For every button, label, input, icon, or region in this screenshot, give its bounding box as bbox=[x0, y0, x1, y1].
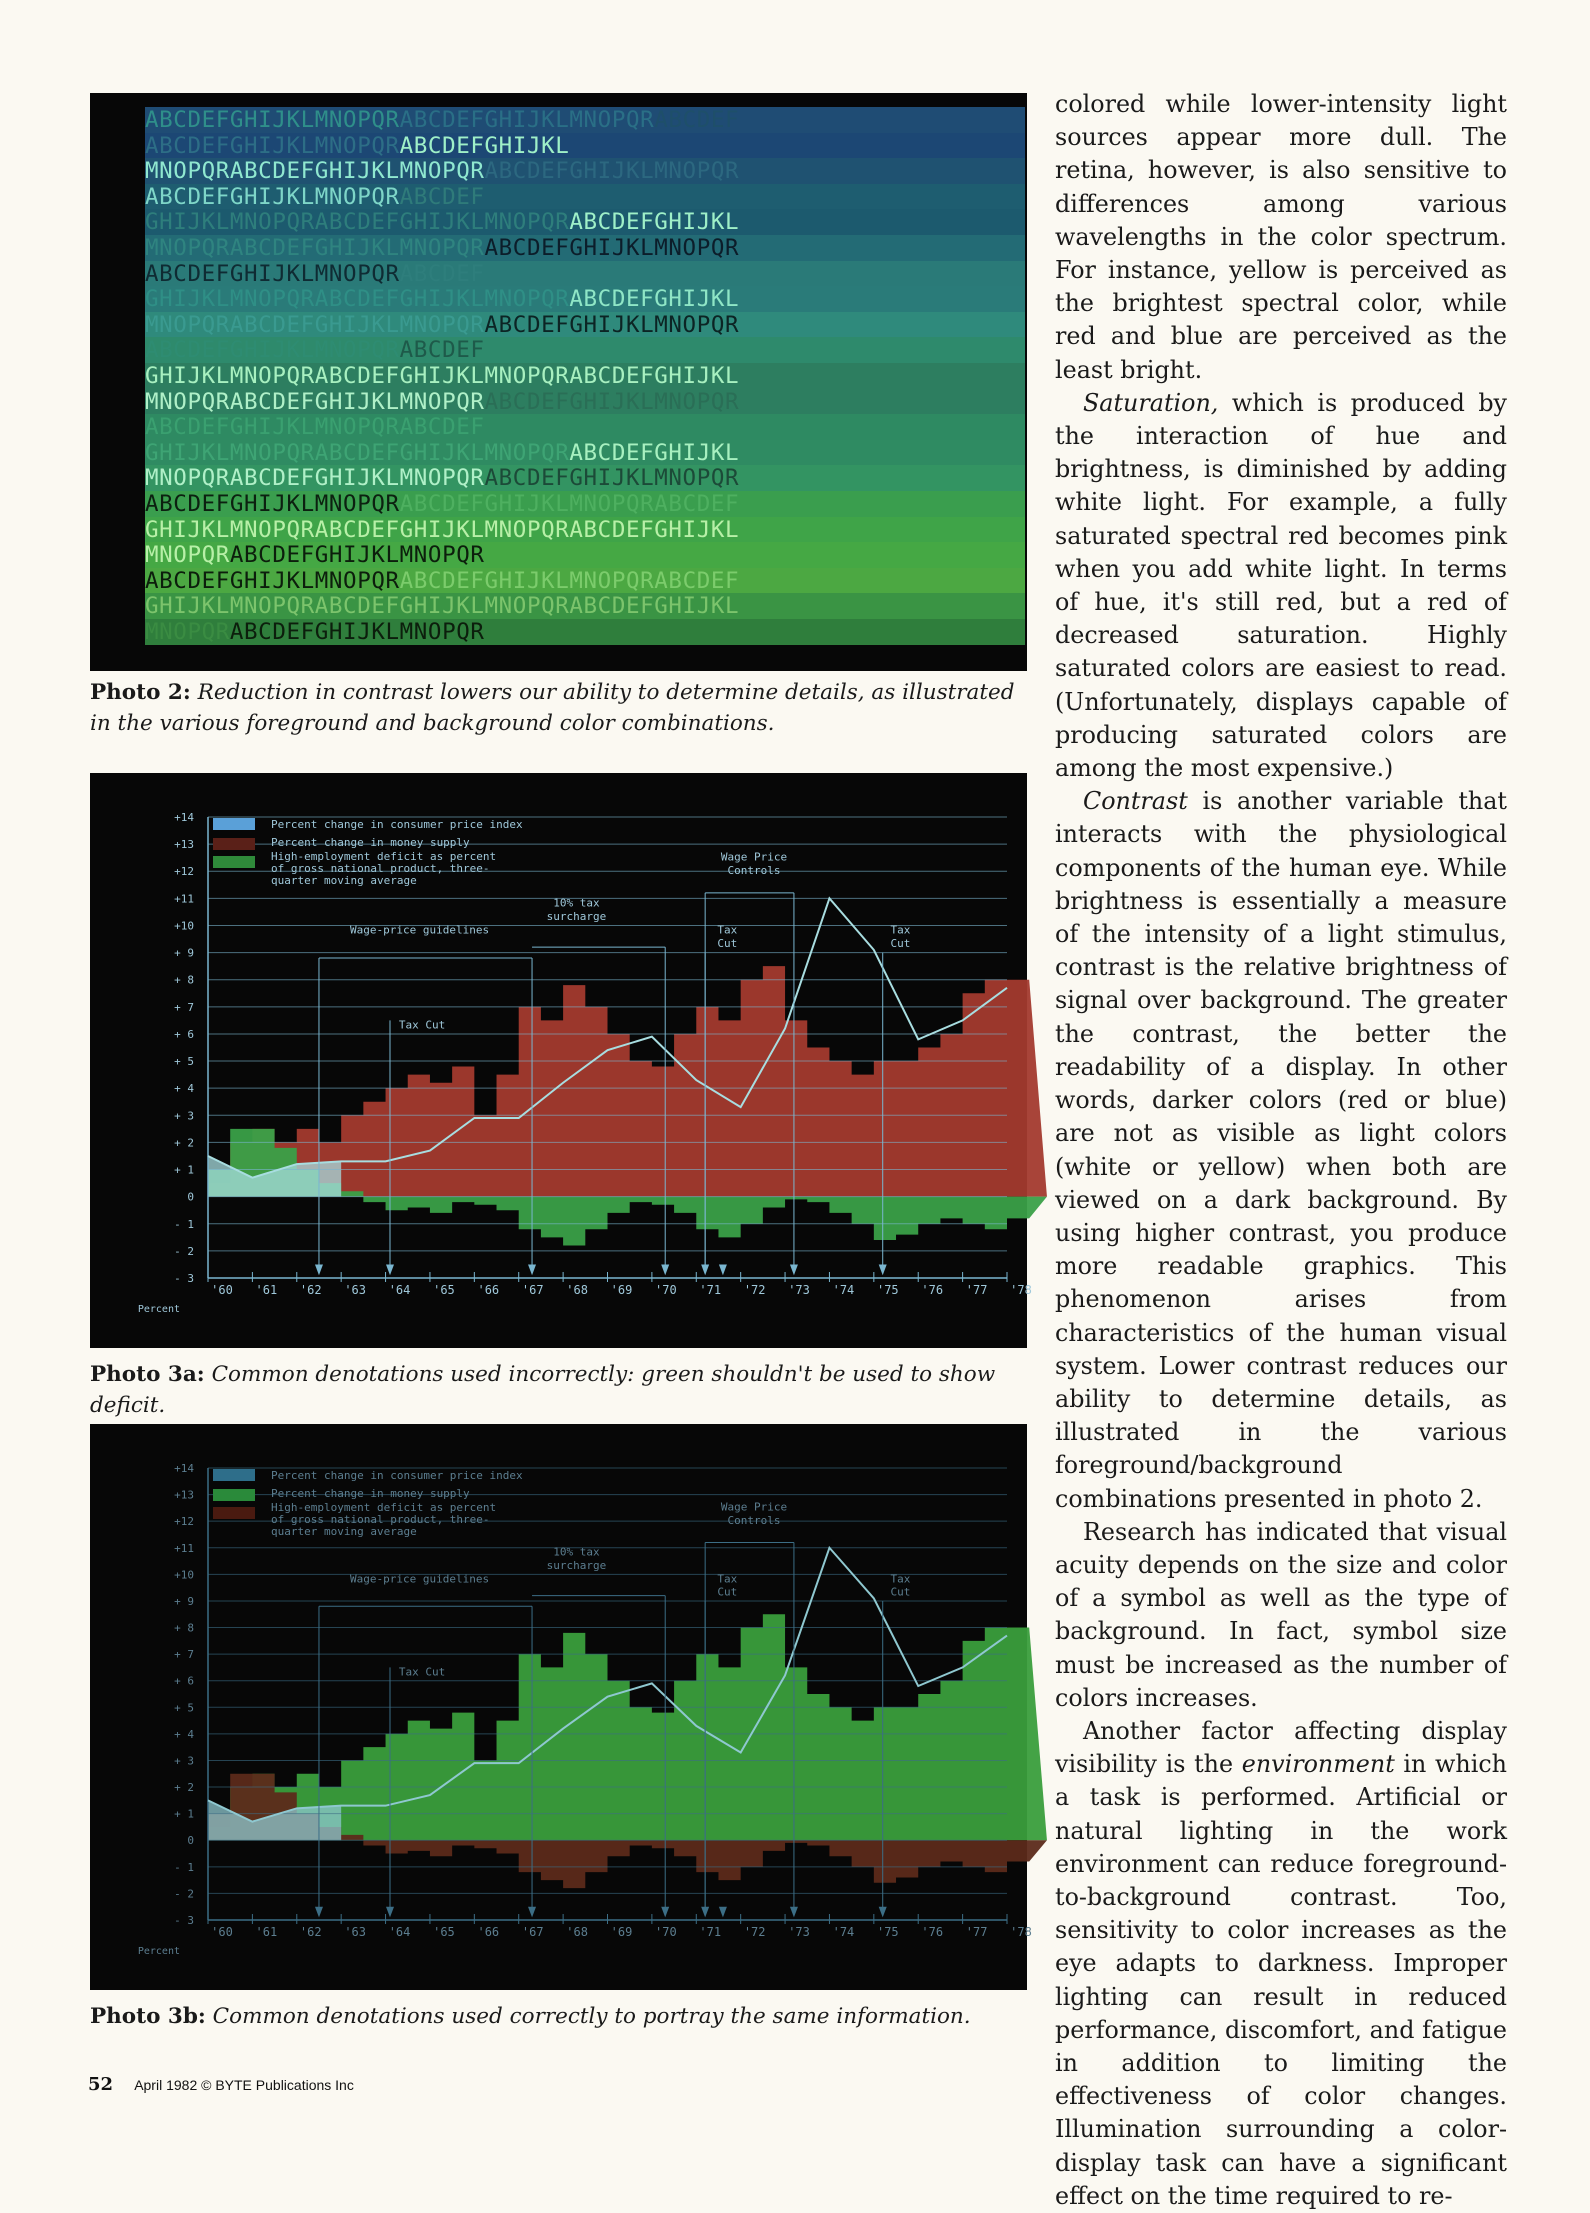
text-row bbox=[145, 465, 1025, 491]
text-row bbox=[145, 491, 1025, 517]
event-arrow bbox=[661, 1907, 669, 1918]
y-tick-label: + 4 bbox=[174, 1727, 194, 1741]
x-tick-label: '77 bbox=[965, 1283, 988, 1297]
y-tick-label: - 2 bbox=[174, 1887, 194, 1901]
text-segment: MNOPQRABCDEFGHIJKLMNOPQR bbox=[145, 235, 485, 261]
body-paragraph bbox=[1055, 1715, 1507, 2213]
text-segment: ABCDEF bbox=[399, 337, 485, 364]
text-segment: ABCDEF bbox=[399, 260, 485, 287]
text-segment: GHIJKLMNOPQRABCDEFGHIJKLMNOPQR bbox=[145, 439, 570, 466]
photo-3b-chart bbox=[90, 1424, 1032, 1990]
annotation-tax-surcharge: 10% tax bbox=[553, 1545, 600, 1559]
text-segment: ABCDEFGHIJKL bbox=[569, 363, 740, 389]
text-segment: MNOPQRABCDEFGHIJKLMNOPQR bbox=[145, 388, 485, 415]
caption-label: Photo 3b: bbox=[90, 2004, 206, 2029]
y-tick-label: +14 bbox=[174, 811, 194, 824]
caption-text: Reduction in contrast lowers our ability to determine details, as illustrated in the various foreground and background color combinations. bbox=[90, 680, 1015, 736]
text-segment: ABCDEFGHIJKLMNOPQR bbox=[229, 542, 485, 569]
text-segment: MNOPQRABCDEFGHIJKLMNOPQR bbox=[145, 465, 485, 492]
text-run: in which a task is performed. Artificial or natural lighting in the work environment can reduce foreground-to-background contrast. Too, sensitivity to color increases as the eye adapts to darkness. Improper lighting can result in reduced performance, discomfort, and fatigue in addition to limiting the effectiveness of color changes. Illumination surrounding a color-display task can have a significant effect on the time required to re- bbox=[1055, 1750, 1507, 2210]
y-tick-label: + 5 bbox=[174, 1701, 194, 1715]
x-tick-label: '71 bbox=[699, 1925, 722, 1939]
text-row bbox=[145, 133, 1025, 159]
y-tick-label: +12 bbox=[174, 865, 194, 879]
annotation-tax-cut-2: Tax bbox=[717, 1572, 738, 1586]
text-segment: MNOPQR bbox=[145, 542, 230, 569]
y-tick-label: +12 bbox=[174, 1515, 194, 1529]
annotation-tax-cut: Tax Cut bbox=[398, 1665, 446, 1679]
article-body-column bbox=[1055, 88, 1507, 2213]
legend-cpi: Percent change in consumer price index bbox=[271, 1469, 523, 1482]
y-axis-label: Percent bbox=[137, 1304, 180, 1315]
x-tick-label: '75 bbox=[876, 1925, 899, 1939]
annotation-wage-price-controls: Wage Price bbox=[720, 850, 788, 864]
y-tick-label: +10 bbox=[174, 1568, 194, 1582]
annotation-tax-cut-2b: Cut bbox=[717, 937, 738, 951]
y-tick-label: + 8 bbox=[174, 973, 194, 987]
y-tick-label: +13 bbox=[174, 1488, 194, 1502]
text-segment: ABCDEFGHIJKLMNOPQR bbox=[145, 491, 400, 517]
x-tick-label: '64 bbox=[388, 1925, 411, 1939]
y-tick-label: + 9 bbox=[174, 946, 194, 960]
legend-money: Percent change in money supply bbox=[271, 1487, 470, 1500]
text-segment: ABCDEFGHIJKLMNOPQR bbox=[399, 107, 655, 133]
legend-swatch-deficit bbox=[213, 856, 255, 868]
x-tick-label: '61 bbox=[255, 1283, 278, 1297]
text-segment: ABCDEFGHIJKLMNOPQR bbox=[145, 260, 400, 287]
caption-label: Photo 3a: bbox=[90, 1362, 205, 1387]
text-segment: ABCDEFGHIJKLMNOPQR bbox=[145, 567, 400, 594]
legend-swatch-cpi bbox=[213, 818, 255, 830]
x-tick-label: '61 bbox=[255, 1925, 278, 1939]
text-segment: ABCDEFGHIJKLMNOPQR bbox=[484, 311, 740, 338]
text-segment: ABCDEFGHIJKLMNOPQR bbox=[229, 619, 485, 645]
y-tick-label: + 3 bbox=[174, 1109, 194, 1123]
text-segment: ABCDEF bbox=[399, 183, 485, 210]
text-run: which is produced by the interaction of hue and brightness, is diminished by adding white light. For example, a fully saturated spectral red becomes pink when you add white light. In terms of hue, it's still red, but a red of decreased saturation. Highly saturated colors are easiest to read. (Unfortunately, displays capable of producing saturated colors are among the most expensive.) bbox=[1055, 388, 1507, 783]
footer-credit: April 1982 © BYTE Publications Inc bbox=[134, 2077, 354, 2093]
event-arrow bbox=[386, 1264, 394, 1275]
y-tick-label: - 1 bbox=[174, 1860, 194, 1874]
annotation-tax-cut-2: Tax bbox=[717, 923, 738, 937]
annotation-tax-cut-3b: Cut bbox=[890, 937, 911, 951]
x-tick-label: '78 bbox=[1010, 1925, 1032, 1939]
text-segment: ABCDEFGHIJKL bbox=[569, 209, 740, 236]
text-segment: ABCDEFGHIJKL bbox=[569, 286, 740, 313]
x-tick-label: '78 bbox=[1010, 1283, 1032, 1297]
italic-term: Saturation, bbox=[1083, 388, 1219, 417]
text-segment: GHIJKLMNOPQRABCDEFGHIJKLMNOPQR bbox=[145, 209, 570, 236]
text-row bbox=[145, 286, 1025, 312]
body-paragraph bbox=[1055, 88, 1507, 387]
annotation-tax-cut: Tax Cut bbox=[398, 1018, 446, 1032]
body-paragraph bbox=[1055, 387, 1507, 785]
body-paragraph bbox=[1055, 785, 1507, 1515]
x-tick-label: '67 bbox=[521, 1283, 544, 1297]
text-row bbox=[145, 363, 1025, 389]
text-segment: MNOPQRABCDEFGHIJKLMNOPQR bbox=[145, 158, 485, 185]
text-segment: ABCDEFGHIJKLMNOPQR bbox=[145, 337, 400, 364]
x-tick-label: '74 bbox=[832, 1283, 855, 1297]
text-segment: MNOPQR bbox=[145, 619, 230, 645]
legend-swatch-cpi bbox=[213, 1469, 255, 1481]
text-row bbox=[145, 517, 1025, 543]
x-tick-label: '65 bbox=[433, 1283, 455, 1297]
legend-swatch-deficit bbox=[213, 1507, 255, 1519]
text-run: Research has indicated that visual acuity depends on the size and color of a symbol as well as the type of background. In fact, symbol size must be increased as the number of colors increases. bbox=[1055, 1517, 1507, 1712]
annotation-wage-price-guidelines: Wage-price guidelines bbox=[350, 1572, 490, 1586]
text-segment: ABCDEFGHIJKLMNOPQRABCDEF bbox=[399, 491, 740, 517]
chart-3b bbox=[90, 1424, 1032, 1990]
y-tick-label: - 2 bbox=[174, 1244, 194, 1258]
caption-label: Photo 2: bbox=[90, 680, 191, 705]
text-row bbox=[145, 568, 1025, 594]
x-tick-label: '62 bbox=[299, 1283, 322, 1297]
annotation-tax-cut-3: Tax bbox=[890, 923, 911, 937]
text-row bbox=[145, 619, 1025, 645]
text-segment: ABCDEFGHIJKLMNOPQR bbox=[145, 132, 400, 159]
event-arrow bbox=[879, 1264, 887, 1275]
y-tick-label: + 9 bbox=[174, 1594, 194, 1608]
y-tick-label: + 7 bbox=[174, 1648, 194, 1662]
text-row bbox=[145, 209, 1025, 235]
y-tick-label: + 1 bbox=[174, 1163, 194, 1177]
y-tick-label: +10 bbox=[174, 919, 194, 933]
y-tick-label: 0 bbox=[187, 1190, 194, 1204]
text-segment: GHIJKLMNOPQRABCDEFGHIJKLMNOPQRABCDEFGHIJKL bbox=[145, 516, 740, 543]
y-tick-label: - 1 bbox=[174, 1217, 194, 1231]
x-tick-label: '74 bbox=[832, 1925, 855, 1939]
x-tick-label: '63 bbox=[344, 1283, 367, 1297]
italic-term: Contrast bbox=[1083, 787, 1188, 816]
text-segment: GHIJKLMNOPQRABCDEFGHIJKLMNOPQRABCDEFGHIJKL bbox=[145, 593, 740, 620]
y-tick-label: +14 bbox=[174, 1462, 194, 1475]
x-tick-label: '63 bbox=[344, 1925, 367, 1939]
photo-2-color-text-display bbox=[90, 93, 1027, 671]
annotation-tax-surcharge: 10% tax bbox=[553, 896, 600, 910]
text-segment: ABCDEFGHIJKLMNOPQRABCDEF bbox=[399, 567, 740, 594]
event-arrow bbox=[386, 1907, 394, 1918]
caption-photo-2 bbox=[90, 677, 1030, 739]
photo-3a-chart bbox=[90, 773, 1032, 1348]
y-tick-label: +11 bbox=[174, 1541, 194, 1555]
text-row bbox=[145, 184, 1025, 210]
event-arrow bbox=[528, 1264, 536, 1275]
x-tick-label: '66 bbox=[477, 1925, 500, 1939]
annotation-tax-cut-2b: Cut bbox=[717, 1585, 738, 1599]
text-run: is another variable that interacts with the physiological components of the human eye. While brightness is essentially a measure of the intensity of a light stimulus, contrast is the relative brightness of signal over background. The greater the contrast, the better the readability of a display. In other words, darker colors (red or blue) are not as visible as light colors (white or yellow) when both are viewed on a dark background. By using higher contrast, you produce more readable graphics. This phenomenon arises from characteristics of the human visual system. Lower contrast reduces our ability to determine details, as illustrated in the various foreground/background combinations presented in photo 2. bbox=[1055, 787, 1507, 1513]
event-arrow bbox=[790, 1907, 798, 1918]
event-arrow bbox=[701, 1264, 709, 1275]
annotation-tax-cut-3b: Cut bbox=[890, 1585, 911, 1599]
y-tick-label: +11 bbox=[174, 892, 194, 906]
x-tick-label: '76 bbox=[921, 1925, 944, 1939]
y-tick-label: + 3 bbox=[174, 1754, 194, 1768]
event-arrow bbox=[315, 1264, 323, 1275]
y-tick-label: + 1 bbox=[174, 1807, 194, 1821]
text-segment: ABCDEF bbox=[399, 414, 485, 441]
y-tick-label: + 2 bbox=[174, 1781, 194, 1795]
text-segment: ABCDEFGHIJKLMNOPQR bbox=[484, 235, 740, 261]
x-tick-label: '70 bbox=[655, 1925, 677, 1939]
text-segment: ABCDEFGHIJKLMNOPQR bbox=[145, 107, 400, 133]
text-row bbox=[145, 389, 1025, 415]
caption-photo-3b bbox=[90, 2001, 1030, 2032]
text-row bbox=[145, 593, 1025, 619]
legend-swatch-money bbox=[213, 1489, 255, 1501]
x-tick-label: '73 bbox=[788, 1283, 810, 1297]
text-row bbox=[145, 312, 1025, 338]
y-tick-label: + 6 bbox=[174, 1027, 194, 1041]
text-run: colored while lower-intensity light sources appear more dull. The retina, however, is also sensitive to differences among various wavelengths in the color spectrum. For instance, yellow is perceived as the brightest spectral color, while red and blue are perceived as the least bright. bbox=[1055, 90, 1507, 384]
event-arrow bbox=[879, 1907, 887, 1918]
x-tick-label: '67 bbox=[521, 1925, 544, 1939]
y-tick-label: + 2 bbox=[174, 1136, 194, 1150]
event-arrow bbox=[719, 1907, 727, 1918]
annotation-tax-cut-3: Tax bbox=[890, 1572, 911, 1586]
page-number: 52 bbox=[88, 2074, 114, 2095]
y-tick-label: +13 bbox=[174, 838, 194, 852]
x-tick-label: '71 bbox=[699, 1283, 722, 1297]
annotation-wage-price-guidelines: Wage-price guidelines bbox=[350, 923, 490, 937]
chart-3a bbox=[90, 773, 1032, 1348]
annotation-tax-surcharge-2: surcharge bbox=[546, 910, 607, 924]
x-tick-label: '62 bbox=[299, 1925, 322, 1939]
text-row bbox=[145, 542, 1025, 568]
x-tick-label: '60 bbox=[211, 1283, 233, 1297]
event-arrow bbox=[528, 1907, 536, 1918]
text-segment: ABCDEFGHIJKLMNOPQR bbox=[484, 465, 740, 492]
y-tick-label: + 8 bbox=[174, 1621, 194, 1635]
text-row bbox=[145, 261, 1025, 287]
text-row bbox=[145, 440, 1025, 466]
x-tick-label: '60 bbox=[211, 1925, 233, 1939]
x-tick-label: '69 bbox=[610, 1925, 633, 1939]
x-tick-label: '68 bbox=[566, 1925, 588, 1939]
x-tick-label: '69 bbox=[610, 1283, 633, 1297]
event-arrow bbox=[719, 1264, 727, 1275]
y-tick-label: - 3 bbox=[174, 1272, 194, 1285]
x-tick-label: '66 bbox=[477, 1283, 500, 1297]
x-tick-label: '77 bbox=[965, 1925, 988, 1939]
caption-photo-3a bbox=[90, 1359, 1030, 1421]
x-tick-label: '65 bbox=[433, 1925, 455, 1939]
text-segment: GHIJKLMNOPQRABCDEFGHIJKLMNOPQR bbox=[145, 286, 570, 313]
page-footer bbox=[88, 2074, 354, 2095]
italic-term: environment bbox=[1241, 1750, 1395, 1779]
text-segment: ABCDEFGHIJKLMNOPQR bbox=[484, 158, 740, 185]
annotation-wage-price-controls: Wage Price bbox=[720, 1500, 788, 1514]
annotation-tax-surcharge-2: surcharge bbox=[546, 1559, 607, 1573]
text-segment: GHIJKLMNOPQRABCDEFGHIJKLMNOPQR bbox=[145, 363, 570, 389]
text-segment: ABCDEFGHIJKL bbox=[569, 439, 740, 466]
x-tick-label: '73 bbox=[788, 1925, 810, 1939]
y-tick-label: 0 bbox=[187, 1834, 194, 1848]
x-tick-label: '75 bbox=[876, 1283, 899, 1297]
text-run: Another factor affecting display visibility is the bbox=[1055, 1716, 1507, 1779]
y-tick-label: + 6 bbox=[174, 1674, 194, 1688]
legend-deficit: High-employment deficit as percent of gross national product, three-quarter moving average bbox=[271, 1501, 497, 1538]
legend-deficit: High-employment deficit as percent of gross national product, three-quarter moving average bbox=[271, 850, 497, 887]
event-arrow bbox=[790, 1264, 798, 1275]
legend-cpi: Percent change in consumer price index bbox=[271, 818, 523, 831]
x-tick-label: '70 bbox=[655, 1283, 677, 1297]
text-segment: ABCDEFGHIJKLMNOPQR bbox=[145, 414, 400, 441]
text-row bbox=[145, 414, 1025, 440]
x-tick-label: '64 bbox=[388, 1283, 411, 1297]
event-arrow bbox=[701, 1907, 709, 1918]
text-segment: ABCDEFGHIJKL bbox=[399, 132, 570, 159]
y-tick-label: + 7 bbox=[174, 1000, 194, 1014]
x-tick-label: '72 bbox=[743, 1925, 766, 1939]
text-row bbox=[145, 158, 1025, 184]
text-segment: MNOPQRABCDEFGHIJKLMNOPQR bbox=[145, 311, 485, 338]
caption-text: Common denotations used correctly to portray the same information. bbox=[212, 2004, 971, 2029]
legend-money: Percent change in money supply bbox=[271, 836, 470, 849]
text-segment: ABCDEFGHIJKLMNOPQR bbox=[145, 183, 400, 210]
legend-swatch-money bbox=[213, 838, 255, 850]
text-row bbox=[145, 235, 1025, 261]
text-row bbox=[145, 107, 1025, 133]
x-tick-label: '68 bbox=[566, 1283, 588, 1297]
x-tick-label: '72 bbox=[743, 1283, 766, 1297]
text-row bbox=[145, 337, 1025, 363]
event-arrow bbox=[315, 1907, 323, 1918]
text-segment: ABCDEFGHIJKLMNOPQR bbox=[484, 388, 740, 415]
text-segment: ABCDEF bbox=[654, 107, 740, 133]
x-tick-label: '76 bbox=[921, 1283, 944, 1297]
y-tick-label: - 3 bbox=[174, 1914, 194, 1927]
event-arrow bbox=[661, 1264, 669, 1275]
body-paragraph bbox=[1055, 1516, 1507, 1715]
y-tick-label: + 5 bbox=[174, 1055, 194, 1069]
annotation-wage-price-controls-2: Controls bbox=[727, 1513, 781, 1527]
caption-text: Common denotations used incorrectly: green shouldn't be used to show deficit. bbox=[90, 1362, 996, 1418]
annotation-wage-price-controls-2: Controls bbox=[727, 863, 781, 877]
y-tick-label: + 4 bbox=[174, 1082, 194, 1096]
y-axis-label: Percent bbox=[137, 1946, 180, 1957]
